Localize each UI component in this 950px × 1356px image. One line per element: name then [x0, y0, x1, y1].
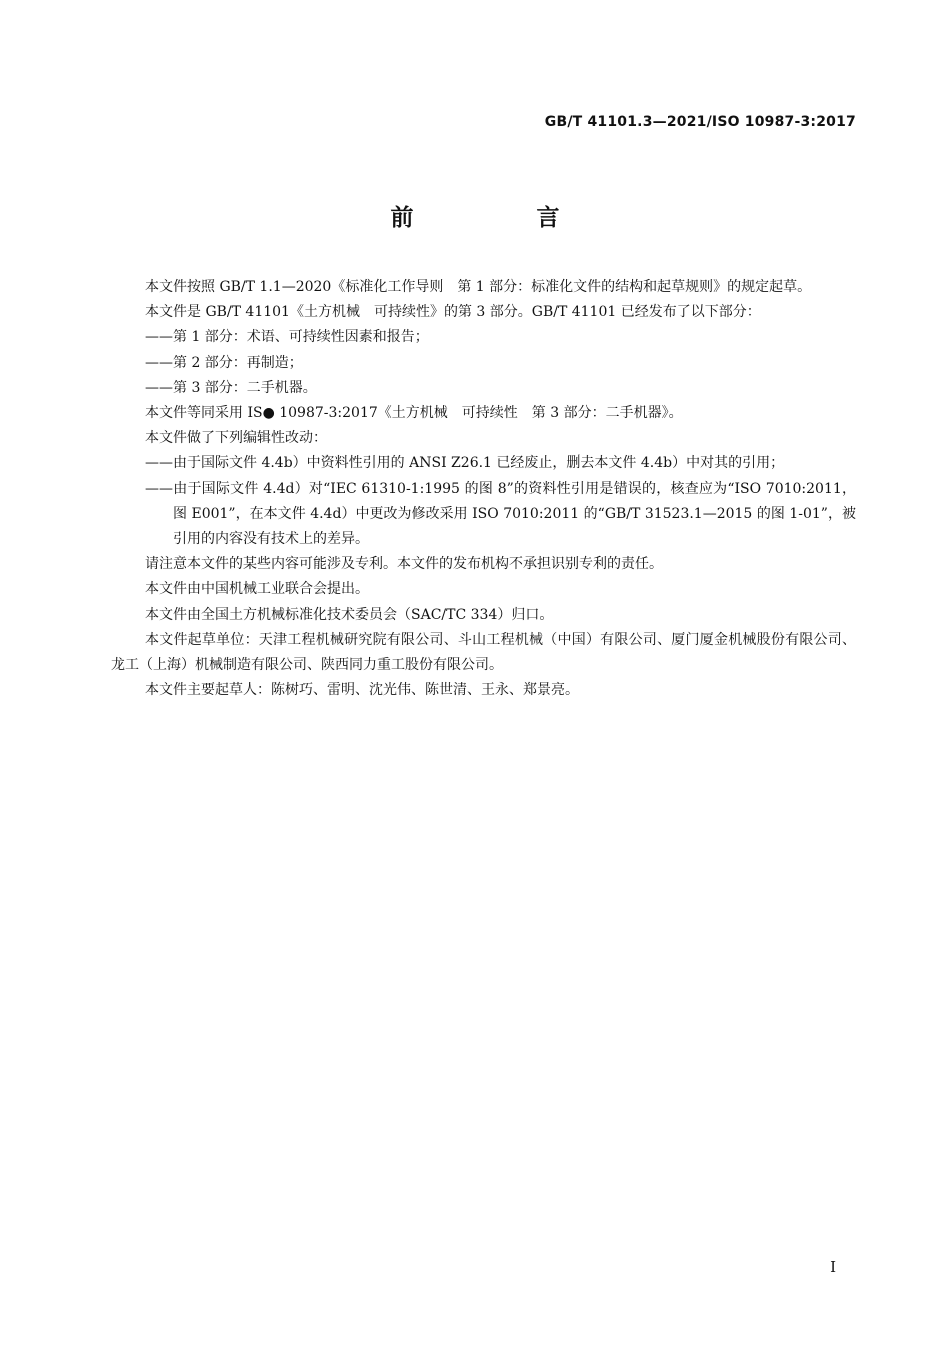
paragraph-proposer: 本文件由中国机械工业联合会提出。: [145, 581, 369, 598]
list-item-part-1: ——第 1 部分：术语、可持续性因素和报告；: [145, 329, 429, 346]
paragraph-patent-notice: 请注意本文件的某些内容可能涉及专利。本文件的发布机构不承担识别专利的责任。: [145, 556, 663, 573]
paragraph-technical-committee: 本文件由全国土方机械标准化技术委员会（SAC/TC 334）归口。: [145, 606, 554, 623]
page-title: 前 言: [390, 205, 610, 231]
list-item-edit-2: ——由于国际文件 4.4d）对“IEC 61310-1:1995 的图 8”的资料性引用是错误的，核查应为“ISO 7010:2011，图 E001”，在本文件 4.4d）中更改为修改采用 ISO 7010:2011 的“GB/T 31523.1—2015 的图 1-01”，被引用的内容没有技术上的差异。: [145, 480, 856, 548]
paragraph-drafting-organizations: 本文件起草单位：天津工程机械研究院有限公司、斗山工程机械（中国）有限公司、厦门厦金机械股份有限公司、龙工（上海）机械制造有限公司、陕西同力重工股份有限公司。: [111, 631, 856, 674]
standard-code: GB/T 41101.3—2021/ISO 10987-3:2017: [544, 114, 856, 130]
list-item-part-3: ——第 3 部分：二手机器。: [145, 379, 317, 396]
paragraph-series-parts: 本文件是 GB/T 41101《土方机械 可持续性》的第 3 部分。GB/T 41101 已经发布了以下部分：: [145, 304, 761, 321]
paragraph-identical-adoption: 本文件等同采用 IS● 10987-3:2017《土方机械 可持续性 第 3 部分：二手机器》。: [145, 405, 683, 422]
paragraph-editorial-changes: 本文件做了下列编辑性改动：: [145, 430, 327, 447]
paragraph-drafters: 本文件主要起草人：陈树巧、雷明、沈光伟、陈世清、王永、郑景亮。: [145, 682, 579, 699]
page-number: I: [830, 1258, 836, 1276]
list-item-part-2: ——第 2 部分：再制造；: [145, 354, 303, 371]
foreword-body: [111, 275, 856, 703]
list-item-edit-1: ——由于国际文件 4.4b）中资料性引用的 ANSI Z26.1 已经废止，删去本文件 4.4b）中对其的引用；: [145, 455, 785, 472]
paragraph-drafting-rules: 本文件按照 GB/T 1.1—2020《标准化工作导则 第 1 部分：标准化文件的结构和起草规则》的规定起草。: [145, 279, 812, 295]
